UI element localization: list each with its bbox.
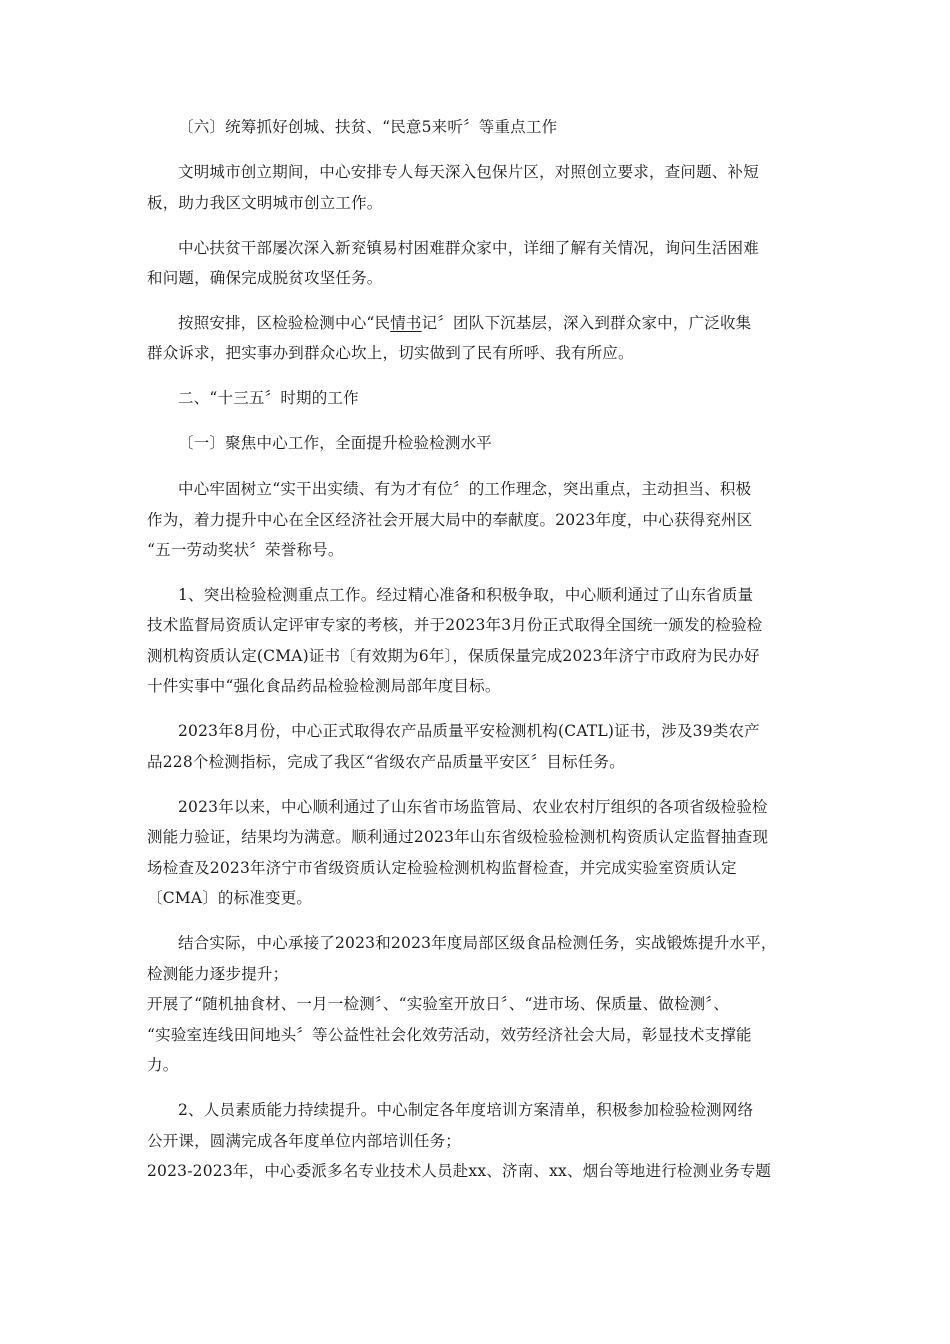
text-segment: 按照安排，区检验检测中心“民 (178, 314, 391, 332)
section-heading: 〔一〕聚焦中心工作，全面提升检验检测水平 (178, 434, 493, 452)
paragraph-line: 中心牢固树立“实干出实绩、有为才有位〞的工作理念，突出重点，主动担当、积极 (178, 480, 752, 498)
section-heading: 〔六〕统筹抓好创城、扶贫、“民意5来听〞等重点工作 (178, 118, 558, 136)
paragraph-line: 结合实际，中心承接了2023和2023年度局部区级食品检测任务，实战锻炼提升水平， (178, 934, 777, 952)
paragraph-line (178, 313, 751, 333)
underlined-text: 情书 (390, 314, 422, 332)
section-heading: 二、“十三五〞时期的工作 (178, 389, 359, 407)
paragraph-line: 文明城市创立期间，中心安排专人每天深入包保片区，对照创立要求，查问题、补短 (178, 163, 759, 181)
paragraph-line: 2023年以来，中心顺利通过了山东省市场监管局、农业农村厅组织的各项省级检验检 (178, 798, 768, 816)
paragraph-line: 力。 (147, 1056, 179, 1074)
paragraph-line: 2023-2023年，中心委派多名专业技术人员赴xx、济南、xx、烟台等地进行检测业务专题 (147, 1162, 772, 1180)
paragraph-line: 测能力验证，结果均为满意。顺利通过2023年山东省级检验检测机构资质认定监督抽查现 (147, 828, 769, 846)
paragraph-line: 作为，着力提升中心在全区经济社会开展大局中的奉献度。2023年度，中心获得兖州区 (147, 511, 753, 529)
paragraph-line: 中心扶贫干部屡次深入新兖镇易村困难群众家中，详细了解有关情况，询问生活困难 (178, 239, 759, 257)
paragraph-line: 技术监督局资质认定评审专家的考核，并于2023年3月份正式取得全国统一颁发的检验检 (147, 616, 763, 634)
paragraph-line: 场检查及2023年济宁市省级资质认定检验检测机构监督检查，并完成实验室资质认定 (147, 859, 737, 877)
paragraph-line: 开展了“随机抽食材、一月一检测〞、“实验室开放日〞、“进市场、保质量、做检测〞、 (147, 995, 730, 1013)
paragraph-line: 十件实事中“强化食品药品检验检测局部年度目标。 (147, 677, 501, 695)
text-segment: 记〞团队下沉基层，深入到群众家中，广泛收集 (421, 314, 752, 332)
paragraph-line: 测机构资质认定(CMA)证书〔有效期为6年〕，保质保量完成2023年济宁市政府为民办好 (147, 647, 760, 665)
paragraph-line: 检测能力逐步提升； (147, 965, 289, 983)
paragraph-line: 公开课，圆满完成各年度单位内部培训任务； (147, 1132, 462, 1150)
paragraph-line: 和问题，确保完成脱贫攻坚任务。 (147, 269, 383, 287)
paragraph-line: 板，助力我区文明城市创立工作。 (147, 194, 383, 212)
paragraph-line: 2、人员素质能力持续提升。中心制定各年度培训方案清单，积极参加检验检测网络 (178, 1101, 754, 1119)
paragraph-line: “实验室连线田间地头〞等公益性社会化效劳活动，效劳经济社会大局，彰显技术支撑能 (147, 1026, 752, 1044)
paragraph-line: 1、突出检验检测重点工作。经过精心准备和积极争取，中心顺利通过了山东省质量 (178, 586, 754, 604)
paragraph-line: 群众诉求，把实事办到群众心坎上，切实做到了民有所呼、我有所应。 (147, 344, 634, 362)
paragraph-line: 品228个检测指标，完成了我区“省级农产品质量平安区〞目标任务。 (147, 753, 625, 771)
paragraph-line: “五一劳动奖状〞荣誉称号。 (147, 541, 344, 559)
paragraph-line: 〔CMA〕的标准变更。 (147, 889, 313, 907)
paragraph-line: 2023年8月份，中心正式取得农产品质量平安检测机构(CATL)证书，涉及39类农产 (178, 722, 760, 740)
